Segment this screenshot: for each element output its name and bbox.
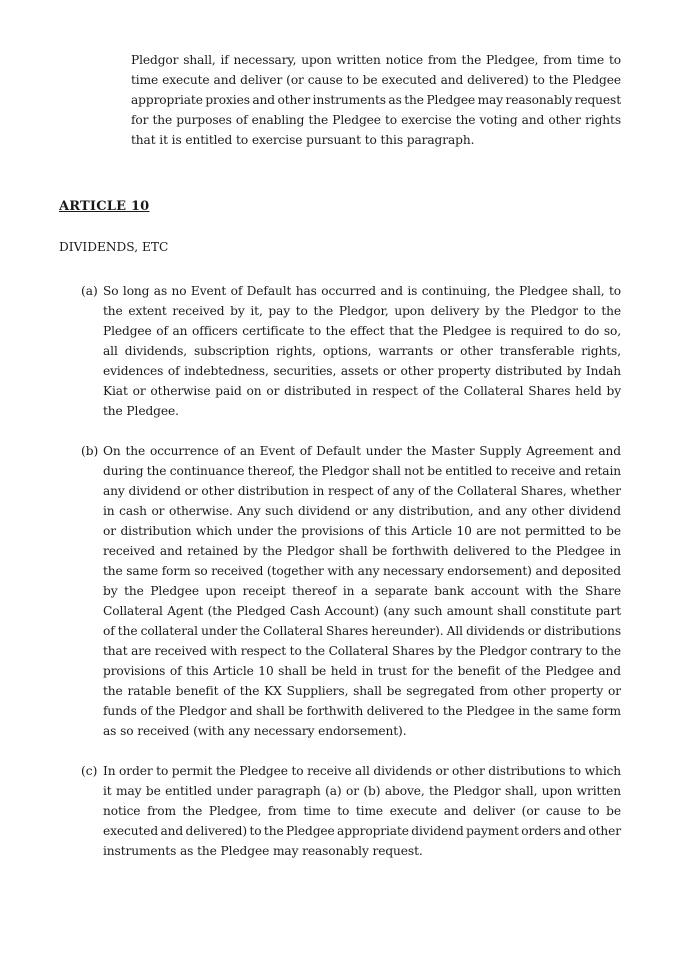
text-line: On the occurrence of an Event of Default under the Master Supply Agreement and — [103, 444, 621, 458]
text-line: Collateral Agent (the Pledged Cash Account) (any such amount shall constitute part — [103, 604, 621, 618]
text-line: funds of the Pledgor and shall be forthwith delivered to the Pledgee in the same form — [103, 704, 621, 718]
text-line: for the purposes of enabling the Pledgee to exercise the voting and other rights — [131, 113, 621, 127]
text-line: the Pledgee. — [103, 404, 179, 418]
paragraph-label: (c) — [81, 764, 98, 778]
text-line: or distribution which under the provisions of this Article 10 are not permitted to be — [103, 524, 621, 538]
text-line: it may be entitled under paragraph (a) or (b) above, the Pledgor shall, upon written — [103, 784, 621, 798]
text-line: in cash or otherwise. Any such dividend or any distribution, and any other dividend — [103, 504, 621, 518]
text-line: Kiat or otherwise paid on or distributed in respect of the Collateral Shares held by — [103, 384, 621, 398]
text-line: executed and delivered) to the Pledgee appropriate dividend payment orders and other — [103, 824, 621, 838]
text-line: instruments as the Pledgee may reasonably request. — [103, 844, 423, 858]
paragraph-label: (a) — [81, 284, 98, 298]
text-line: provisions of this Article 10 shall be held in trust for the benefit of the Pledgee and — [103, 664, 621, 678]
text-line: received and retained by the Pledgor shall be forthwith delivered to the Pledgee in — [103, 544, 621, 558]
paragraph-label: (b) — [81, 444, 99, 458]
text-line: that it is entitled to exercise pursuant to this paragraph. — [131, 133, 475, 147]
text-line: that are received with respect to the Collateral Shares by the Pledgor contrary to the — [103, 644, 621, 658]
article-title: DIVIDENDS, ETC — [59, 240, 169, 254]
text-line: during the continuance thereof, the Pledgor shall not be entitled to receive and retain — [103, 464, 621, 478]
text-line: the same form so received (together with any necessary endorsement) and deposited — [103, 564, 621, 578]
text-line: all dividends, subscription rights, options, warrants or other transferable rights, — [103, 344, 621, 358]
text-line: Pledgee of an officers certificate to the effect that the Pledgee is required to do so, — [103, 324, 621, 338]
text-line: as so received (with any necessary endorsement). — [103, 724, 407, 738]
text-line: of the collateral under the Collateral Shares hereunder). All dividends or distributions — [103, 624, 621, 638]
text-line: So long as no Event of Default has occurred and is continuing, the Pledgee shall, to — [103, 284, 621, 298]
text-line: time execute and deliver (or cause to be executed and delivered) to the Pledgee — [131, 73, 621, 87]
text-line: In order to permit the Pledgee to receive all dividends or other distributions to which — [103, 764, 621, 778]
text-line: any dividend or other distribution in respect of any of the Collateral Shares, whether — [103, 484, 621, 498]
text-line: appropriate proxies and other instruments as the Pledgee may reasonably request — [131, 93, 621, 107]
text-line: evidences of indebtedness, securities, assets or other property distributed by Indah — [103, 364, 621, 378]
text-line: the extent received by it, pay to the Pledgor, upon delivery by the Pledgor to the — [103, 304, 621, 318]
text-line: by the Pledgee upon receipt thereof in a separate bank account with the Share — [103, 584, 621, 598]
text-line: Pledgor shall, if necessary, upon written notice from the Pledgee, from time to — [131, 53, 621, 67]
text-line: notice from the Pledgee, from time to time execute and deliver (or cause to be — [103, 804, 621, 818]
text-line: the ratable benefit of the KX Suppliers, shall be segregated from other property or — [103, 684, 621, 698]
article-heading: ARTICLE 10 — [59, 199, 150, 214]
